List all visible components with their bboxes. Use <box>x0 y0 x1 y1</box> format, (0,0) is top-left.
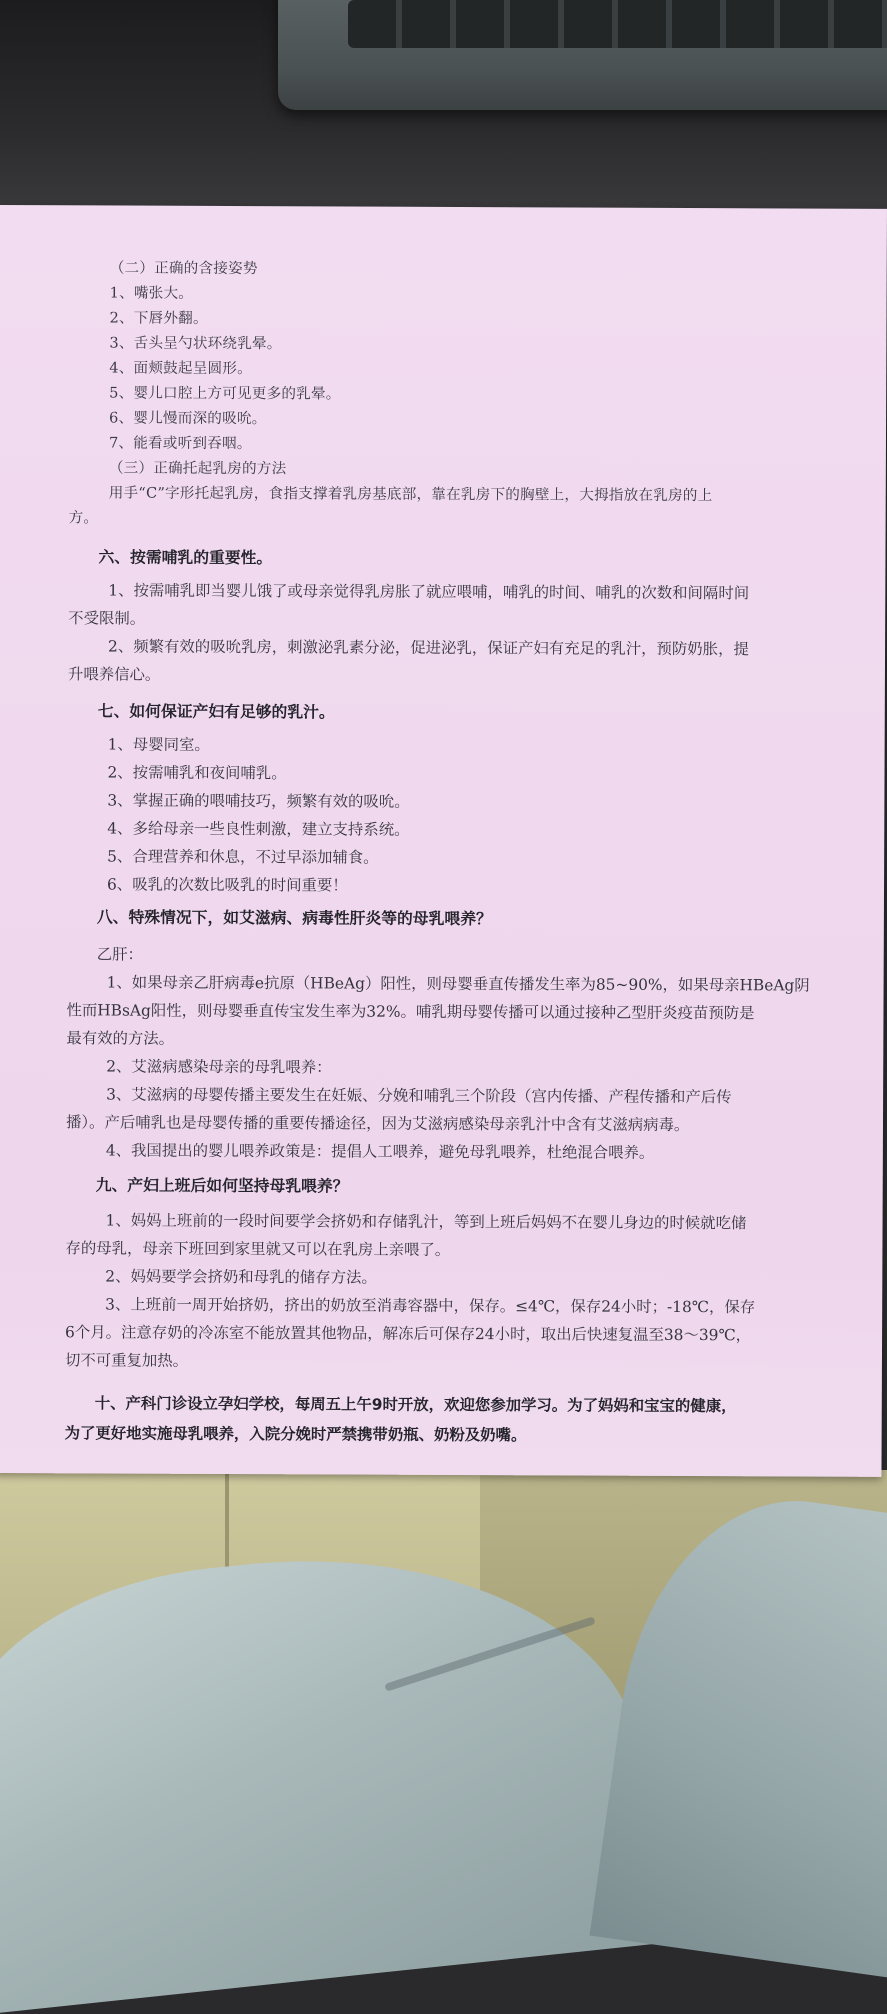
section8-p4: 4、我国提出的婴儿喂养政策是：提倡人工喂养，避免母乳喂养，杜绝混合喂养。 <box>105 1141 655 1162</box>
section8-p3-line1: 3、艾滋病的母婴传播主要发生在妊娠、分娩和哺乳三个阶段（宫内传播、产程传播和产后传 <box>106 1085 732 1107</box>
section8-subheading: 乙肝： <box>96 945 143 964</box>
section9-p3-line1: 3、上班前一周开始挤奶，挤出的奶放至消毒容器中，保存。≤4℃，保存24小时；-18℃，保存 <box>105 1295 756 1317</box>
section6-heading: 六、按需哺乳的重要性。 <box>98 547 273 568</box>
section7-item-5: 5、合理营养和休息，不过早添加辅食。 <box>107 847 379 867</box>
section9-p3-line3: 切不可重复加热。 <box>64 1351 189 1370</box>
section2-item-5: 5、婴儿口腔上方可见更多的乳晕。 <box>109 384 341 403</box>
section6-p2-line2: 升喂养信心。 <box>67 665 161 684</box>
section7-item-4: 4、多给母亲一些良性刺激，建立支持系统。 <box>107 819 410 839</box>
section3-heading: （三）正确托起乳房的方法 <box>108 459 287 478</box>
section7-item-2: 2、按需哺乳和夜间哺乳。 <box>107 763 287 783</box>
section2-item-3: 3、舌头呈勺状环绕乳晕。 <box>109 334 282 353</box>
keyboard-keys <box>348 0 887 48</box>
section9-p2: 2、妈妈要学会挤奶和母乳的储存方法。 <box>105 1267 377 1287</box>
section7-item-3: 3、掌握正确的喂哺技巧，频繁有效的吸吮。 <box>107 791 410 811</box>
section7-heading: 七、如何保证产妇有足够的乳汁。 <box>97 701 335 722</box>
section9-p3-line2: 6个月。注意存奶的冷冻室不能放置其他物品，解冻后可保存24小时，取出后快速复温至38～39℃， <box>65 1323 752 1345</box>
section9-heading: 九、产妇上班后如何坚持母乳喂养？ <box>95 1175 349 1196</box>
section2-item-1: 1、嘴张大。 <box>109 284 194 302</box>
section10-line2: 为了更好地实施母乳喂养，入院分娩时严禁携带奶瓶、奶粉及奶嘴。 <box>64 1424 527 1445</box>
section6-p1-line2: 不受限制。 <box>68 609 146 628</box>
printed-sheet <box>0 205 887 1477</box>
section8-p2: 2、艾滋病感染母亲的母乳喂养： <box>106 1057 332 1077</box>
section6-p2-line1: 2、频繁有效的吸吮乳房，刺激泌乳素分泌，促进泌乳，保证产妇有充足的乳汁，预防奶胀，提 <box>108 637 749 659</box>
section8-p1-line2: 性而HBsAg阳性，则母婴垂直传宝发生率为32%。哺乳期母婴传播可以通过接种乙型肝炎疫苗预防是 <box>66 1001 755 1023</box>
section6-p1-line1: 1、按需哺乳即当婴儿饿了或母亲觉得乳房胀了就应喂哺，哺乳的时间、哺乳的次数和间隔时间 <box>108 581 750 603</box>
section2-heading: （二）正确的含接姿势 <box>109 259 258 278</box>
section2-item-2: 2、下唇外翻。 <box>109 309 208 327</box>
section7-item-6: 6、吸乳的次数比吸乳的时间重要！ <box>106 875 348 895</box>
section9-p1-line2: 存的母乳，母亲下班回到家里就又可以在乳房上亲喂了。 <box>65 1239 451 1259</box>
section8-p1-line1: 1、如果母亲乙肝病毒e抗原（HBeAg）阳性，则母婴垂直传播发生率为85~90%，如果母亲HBeAg阴 <box>106 973 810 995</box>
section7-item-1: 1、母婴同室。 <box>107 735 210 754</box>
section8-p1-line3: 最有效的方法。 <box>66 1029 175 1048</box>
document-text <box>65 255 860 1451</box>
section2-item-4: 4、面颊鼓起呈圆形。 <box>109 359 252 378</box>
section9-p1-line1: 1、妈妈上班前的一段时间要学会挤奶和存储乳汁，等到上班后妈妈不在婴儿身边的时候就吃储 <box>105 1211 747 1233</box>
section8-heading: 八、特殊情况下，如艾滋病、病毒性肝炎等的母乳喂养？ <box>96 907 492 929</box>
section3-body-line1: 用手“C”字形托起乳房，食指支撑着乳房基底部，靠在乳房下的胸壁上，大拇指放在乳房的上 <box>108 484 713 505</box>
section2-item-7: 7、能看或听到吞咽。 <box>108 434 252 453</box>
section2-item-6: 6、婴儿慢而深的吸吮。 <box>109 409 267 428</box>
keyboard <box>278 0 887 110</box>
section10-line1: 十、产科门诊设立孕妇学校，每周五上午9时开放，欢迎您参加学习。为了妈妈和宝宝的健康， <box>94 1394 737 1416</box>
section3-body-line2: 方。 <box>68 509 99 527</box>
section8-p3-line2: 播）。产后哺乳也是母婴传播的重要传播途径，因为艾滋病感染母亲乳汁中含有艾滋病病毒。 <box>65 1113 690 1135</box>
